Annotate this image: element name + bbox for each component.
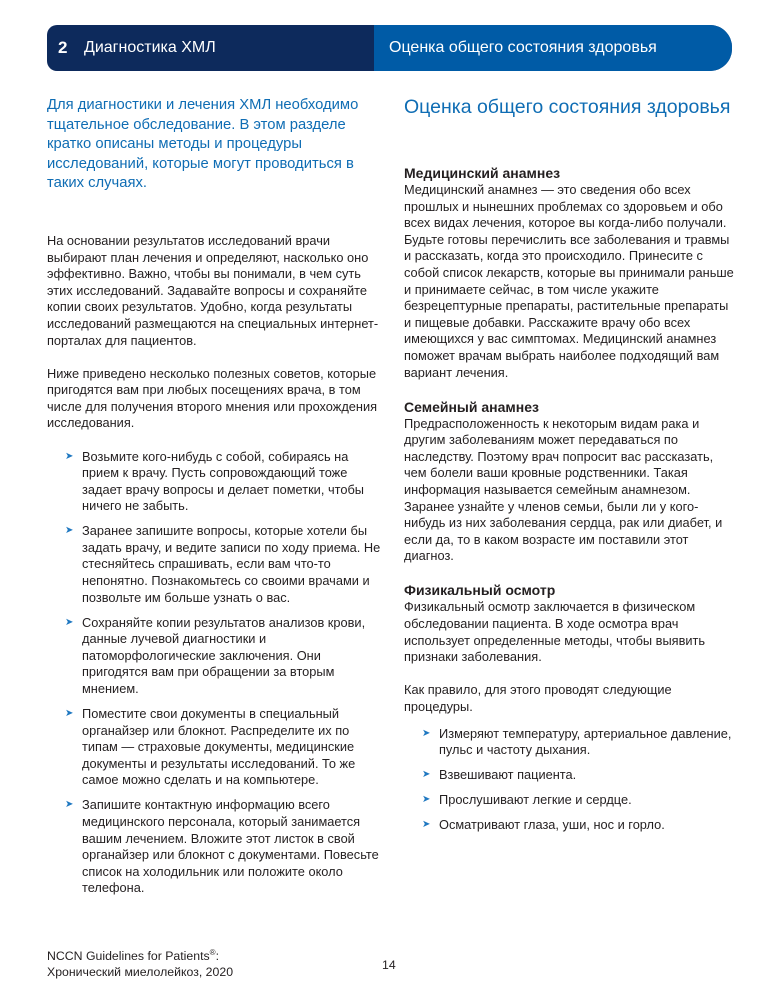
- list-item: [47, 797, 387, 897]
- tips-list: [47, 449, 387, 897]
- list-item: [47, 706, 387, 789]
- paragraph: На основании результатов исследований врачи выбирают план лечения и определяют, насколько оно эффективно. Важно, чтобы вы понимали, в чем суть этих исследований. Задавайте вопросы и сохраняйте копии своих результатов. Удобно, когда результаты исследований размещаются на специальных интернет-порталах для пациентов.: [47, 233, 379, 348]
- chevron-right-icon: ➤: [65, 450, 74, 462]
- list-item: [47, 615, 387, 698]
- physical-exam-lead: Как правило, для этого проводят следующие процедуры.: [404, 682, 672, 714]
- list-item: [47, 523, 387, 606]
- chevron-right-icon: ➤: [422, 727, 431, 739]
- intro-text: Для диагностики и лечения ХМЛ необходимо тщательное обследование. В этом разделе кратко описаны методы и процедуры исследований, которые могут проводиться в таких случаях.: [47, 97, 359, 191]
- page-number: 14: [382, 958, 396, 972]
- list-item: [47, 449, 387, 515]
- list-item-text: Сохраняйте копии результатов анализов крови, данные лучевой диагностики и патоморфологические заключения. Они пригодятся вам при обращении за вторым мнением.: [82, 614, 366, 697]
- chevron-right-icon: ➤: [65, 525, 74, 537]
- section-header: [374, 25, 732, 71]
- list-item-text: Запишите контактную информацию всего медицинского персонала, который занимается вашим лечением. Вложите этот листок в свой органайзер или блокнот с документами. Повесьте список на холодильник или положите около телефона.: [82, 797, 379, 896]
- list-item: [404, 767, 739, 784]
- family-history-text: Предрасположенность к некоторым видам рака и другим заболеваниям может передаваться по наследству. Поэтому врач попросит вас рассказать, чем болели ваши кровные родственники. Такая информация называется семейным анамнезом. Заранее узнайте у членов семьи, были ли у кого-нибудь из них заболевания сердца, рак или диабет, и если да, то в каком возрасте им поставили этот диагноз.: [404, 415, 723, 564]
- chevron-right-icon: ➤: [422, 769, 431, 781]
- list-item-text: Заранее запишите вопросы, которые хотели бы задать врачу, и ведите записи по ходу приема. Не стесняйтесь спрашивать, если вам что-то непонятно. Познакомьтесь со своими врачами и позвольте им больше узнать о вас.: [82, 523, 381, 605]
- medical-history-text: Медицинский анамнез — это сведения обо всех прошлых и нынешних проблемах со здоровьем и обо всех видах лечения, которое вы когда-либо получали. Будьте готовы перечислить все заболевания и травмы и рассказать, когда это происходило. Принесите с собой список лекарств, которые вы принимали раньше и принимаете сейчас, в том числе укажите безрецептурные препараты, растительные препараты и пищевые добавки. Расскажите врачу обо всех имеющихся у вас симптомах. Медицинский анамнез поможет врачам выбрать наиболее подходящий вам вариант лечения.: [404, 182, 734, 380]
- chevron-right-icon: ➤: [422, 794, 431, 806]
- left-column: [47, 233, 387, 905]
- registered-mark: ®: [209, 948, 216, 957]
- list-item-text: Поместите свои документы в специальный органайзер или блокнот. Распределите их по типам — страховые документы, медицинские документы и результаты исследований. То же самое можно сделать и на компьютере.: [82, 706, 356, 788]
- chevron-right-icon: ➤: [65, 799, 74, 811]
- list-item: [404, 726, 739, 759]
- physical-exam-heading: Физикальный осмотр: [404, 582, 556, 599]
- section-title: Оценка общего состояния здоровья: [404, 96, 731, 118]
- chevron-right-icon: ➤: [422, 819, 431, 831]
- list-item-text: Прослушивают легкие и сердце.: [439, 792, 632, 808]
- list-item-text: Возьмите кого-нибудь с собой, собираясь на прием к врачу. Пусть сопровождающий тоже задает врачу вопросы и делает пометки, чтобы ничего не забыть.: [82, 448, 364, 514]
- footer-source: [47, 945, 233, 980]
- footer-line-1: [47, 945, 233, 965]
- footer-guidelines: NCCN Guidelines for Patients: [47, 949, 210, 964]
- section-header-title: Оценка общего состояния здоровья: [389, 39, 657, 56]
- chapter-number: 2: [58, 38, 68, 57]
- footer-line-2: Хронический миелолейкоз, 2020: [47, 964, 234, 979]
- exam-steps-list: [404, 726, 739, 834]
- family-history-heading: Семейный анамнез: [404, 398, 539, 415]
- list-item-text: Измеряют температуру, артериальное давление, пульс и частоту дыхания.: [439, 725, 732, 758]
- footer-colon: :: [215, 949, 219, 964]
- medical-history-heading: Медицинский анамнез: [404, 165, 561, 181]
- chapter-header: [47, 25, 374, 71]
- list-item: [404, 817, 739, 834]
- physical-exam-text: Физикальный осмотр заключается в физическом обследовании пациента. В ходе осмотра врач использует определенные методы, чтобы выявить признаки заболевания.: [404, 599, 706, 665]
- list-item-text: Осматривают глаза, уши, нос и горло.: [439, 817, 665, 833]
- chevron-right-icon: ➤: [65, 616, 74, 628]
- list-item-text: Взвешивают пациента.: [439, 767, 577, 783]
- paragraph: Ниже приведено несколько полезных советов, которые пригодятся вам при любых посещениях врача, в том числе для получения второго мнения или прохождения исследования.: [47, 365, 378, 431]
- page-header: [47, 25, 732, 71]
- chevron-right-icon: ➤: [65, 708, 74, 720]
- list-item: [404, 792, 739, 809]
- right-column: [404, 164, 739, 842]
- chapter-title: Диагностика ХМЛ: [84, 39, 216, 56]
